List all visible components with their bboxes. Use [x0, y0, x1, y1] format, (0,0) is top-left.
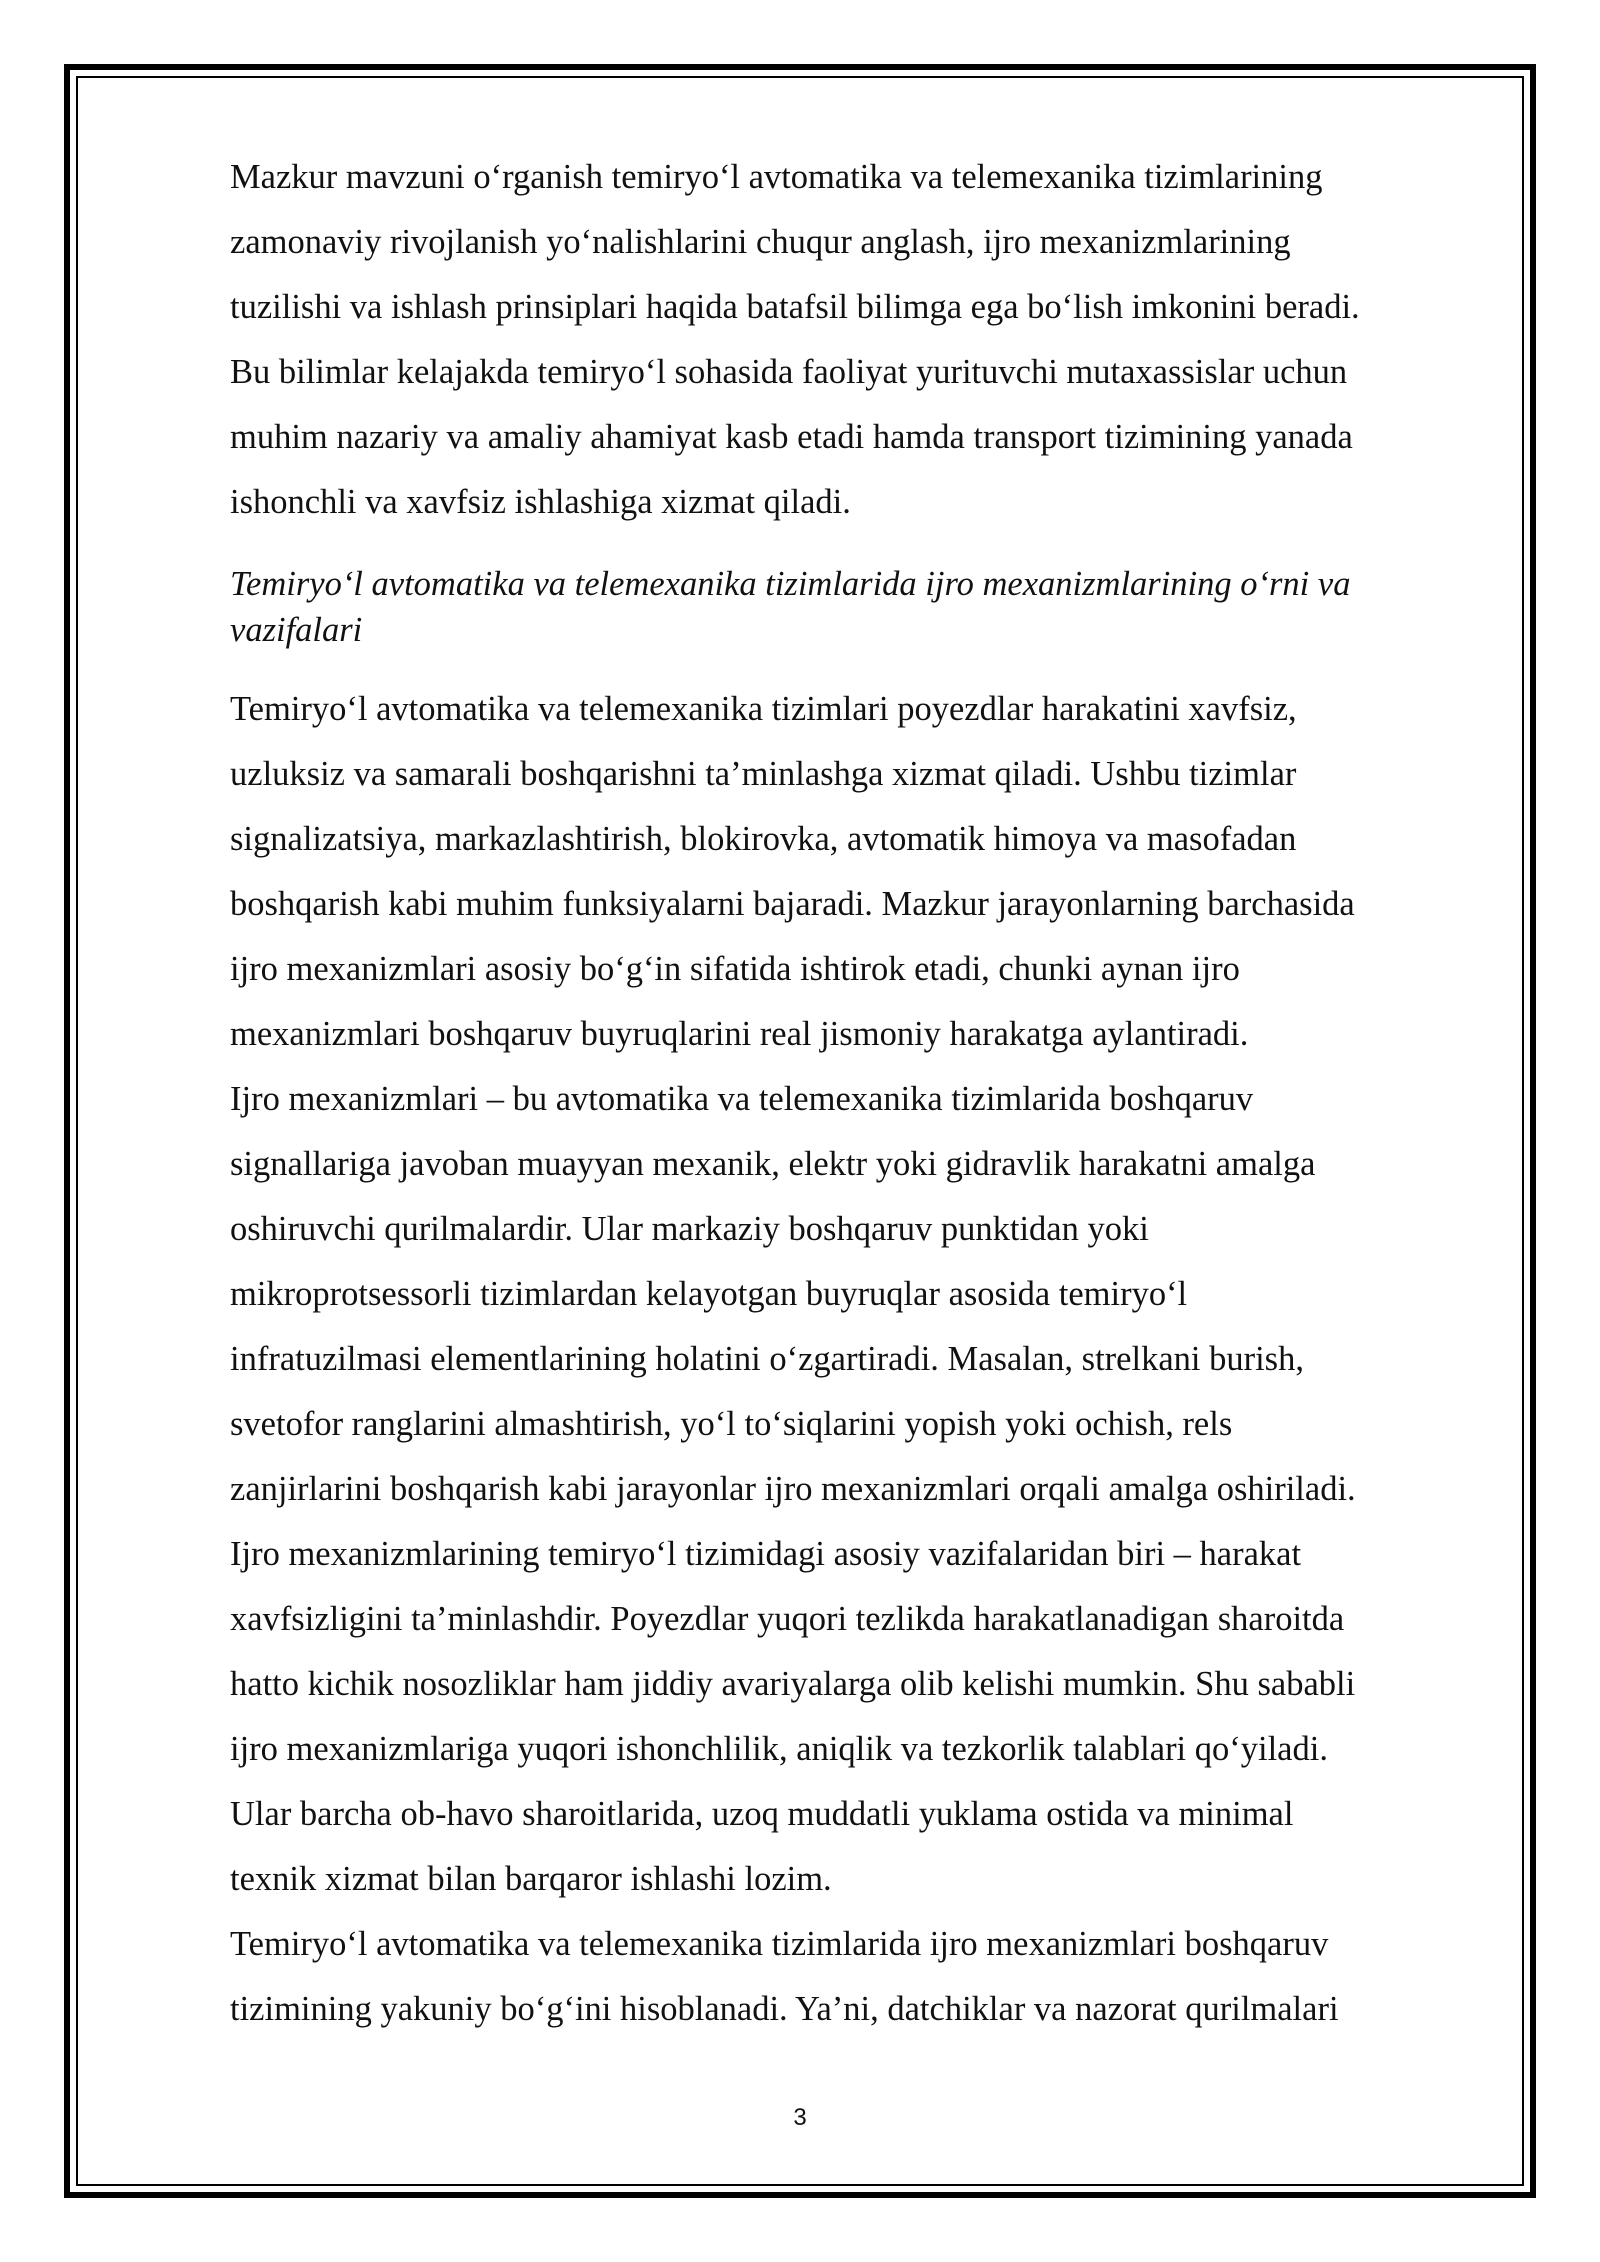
page-content [230, 145, 1470, 2042]
text-line: hatto kichik nosozliklar ham jiddiy avariyalarga olib kelishi mumkin. Shu sababli [230, 1665, 1356, 1703]
text-line: Ijro mexanizmlarining temiryo‘l tizimidagi asosiy vazifalaridan biri – harakat [230, 1535, 1302, 1573]
paragraph-1 [230, 145, 1470, 535]
text-line: svetofor ranglarini almashtirish, yo‘l to‘siqlarini yopish yoki ochish, rels [230, 1405, 1233, 1443]
text-line: Mazkur mavzuni o‘rganish temiryo‘l avtomatika va telemexanika tizimlarining [230, 158, 1323, 196]
text-line: Temiryo‘l avtomatika va telemexanika tizimlari poyezdlar harakatini xavfsiz, [230, 690, 1297, 728]
text-line: ijro mexanizmlari asosiy bo‘g‘in sifatida ishtirok etadi, chunki aynan ijro [230, 950, 1240, 988]
heading-line: vazifalari [230, 611, 363, 649]
text-line: boshqarish kabi muhim funksiyalarni bajaradi. Mazkur jarayonlarning barchasida [230, 885, 1355, 923]
text-line: tizimining yakuniy bo‘g‘ini hisoblanadi. Ya’ni, datchiklar va nazorat qurilmalari [230, 1990, 1339, 2028]
text-line: zanjirlarini boshqarish kabi jarayonlar ijro mexanizmlari orqali amalga oshiriladi. [230, 1470, 1356, 1508]
text-line: Ijro mexanizmlari – bu avtomatika va telemexanika tizimlarida boshqaruv [230, 1080, 1254, 1118]
text-line: infratuzilmasi elementlarining holatini o‘zgartiradi. Masalan, strelkani burish, [230, 1340, 1304, 1378]
text-line: mikroprotsessorli tizimlardan kelayotgan buyruqlar asosida temiryo‘l [230, 1275, 1188, 1313]
section-heading [230, 561, 1470, 653]
text-line: signalizatsiya, markazlashtirish, blokirovka, avtomatik himoya va masofadan [230, 820, 1297, 858]
paragraph-2 [230, 677, 1470, 2042]
text-line: zamonaviy rivojlanish yo‘nalishlarini chuqur anglash, ijro mexanizmlarining [230, 223, 1291, 261]
text-line: signallariga javoban muayyan mexanik, elektr yoki gidravlik harakatni amalga [230, 1145, 1316, 1183]
text-line: xavfsizligini ta’minlashdir. Poyezdlar yuqori tezlikda harakatlanadigan sharoitda [230, 1600, 1345, 1638]
text-line: ijro mexanizmlariga yuqori ishonchlilik, aniqlik va tezkorlik talablari qo‘yiladi. [230, 1730, 1328, 1768]
text-line: Ular barcha ob-havo sharoitlarida, uzoq muddatli yuklama ostida va minimal [230, 1795, 1294, 1833]
text-line: Temiryo‘l avtomatika va telemexanika tizimlarida ijro mexanizmlari boshqaruv [230, 1925, 1329, 1963]
page-number: 3 [793, 2104, 807, 2131]
text-line: tuzilishi va ishlash prinsiplari haqida batafsil bilimga ega bo‘lish imkonini beradi. [230, 288, 1360, 326]
text-line: Bu bilimlar kelajakda temiryo‘l sohasida faoliyat yurituvchi mutaxassislar uchun [230, 353, 1348, 391]
text-line: oshiruvchi qurilmalardir. Ular markaziy boshqaruv punktidan yoki [230, 1210, 1149, 1248]
heading-line: Temiryo‘l avtomatika va telemexanika tizimlarida ijro mexanizmlarining o‘rni va [230, 565, 1351, 603]
text-line: ishonchli va xavfsiz ishlashiga xizmat qiladi. [230, 483, 851, 521]
text-line: texnik xizmat bilan barqaror ishlashi lozim. [230, 1860, 832, 1898]
text-line: uzluksiz va samarali boshqarishni ta’minlashga xizmat qiladi. Ushbu tizimlar [230, 755, 1297, 793]
text-line: muhim nazariy va amaliy ahamiyat kasb etadi hamda transport tizimining yanada [230, 418, 1353, 456]
text-line: mexanizmlari boshqaruv buyruqlarini real jismoniy harakatga aylantiradi. [230, 1015, 1249, 1053]
